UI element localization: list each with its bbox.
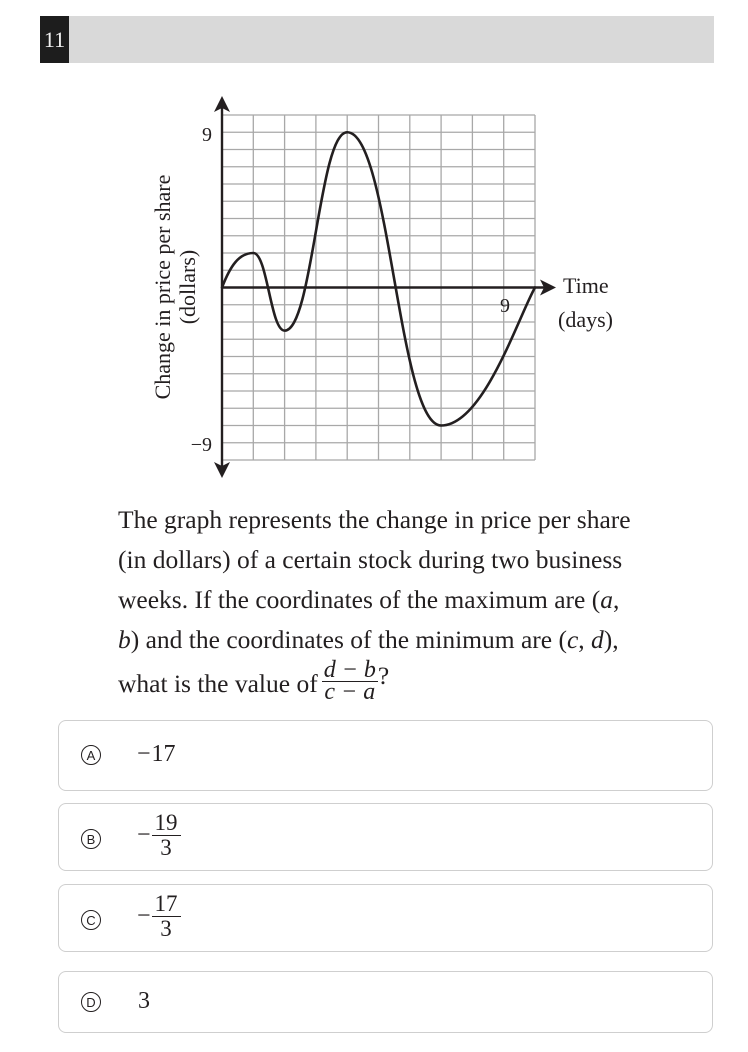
question-line-5: what is the value of $\frac{d - b}{c - a}$ ? [118,656,390,705]
y-axis-label-line2: (dollars) [175,249,200,325]
question-fraction: $\frac{d - b}{c - a}$ [323,656,376,705]
y-tick-label-9: 9 [202,124,212,146]
question-line-2: (in dollars) of a certain stock during two business [118,545,623,574]
choice-value-a: − 17 [137,741,176,767]
x-tick-label-9: 9 [500,295,510,317]
question-text [118,500,718,708]
choice-c[interactable] [58,884,713,952]
question-line-4: b) and the coordinates of the minimum are (c, d), [118,625,619,654]
choice-letter-d-icon: D [81,992,101,1012]
y-axis-label-line1: Change in price per share [150,174,175,400]
choice-letter-c-icon: C [81,910,101,930]
question-line-1: The graph represents the change in price per share [118,505,631,534]
choice-value-c: − $\frac{17}{3}$ [137,892,181,941]
chart-canvas [0,0,748,490]
choice-a[interactable] [58,720,713,791]
x-axis-label-line2: (days) [558,307,613,332]
choice-d[interactable] [58,971,713,1033]
x-axis-label-line1: Time [563,273,609,298]
chart-axes [214,96,556,478]
choice-value-d: 3 [138,988,150,1014]
question-number: 11 [40,16,69,63]
choice-letter-a-icon: A [81,745,101,765]
choice-c-fraction: $\frac{17}{3}$ [152,892,181,941]
y-tick-label-neg9: −9 [190,434,212,456]
stock-price-chart [0,0,748,490]
choice-value-b: − $\frac{19}{3}$ [137,811,181,860]
choice-letter-b-icon: B [81,829,101,849]
choice-b[interactable] [58,803,713,871]
choice-b-fraction: $\frac{19}{3}$ [152,811,181,860]
question-line-3: weeks. If the coordinates of the maximum are (a, [118,585,620,614]
